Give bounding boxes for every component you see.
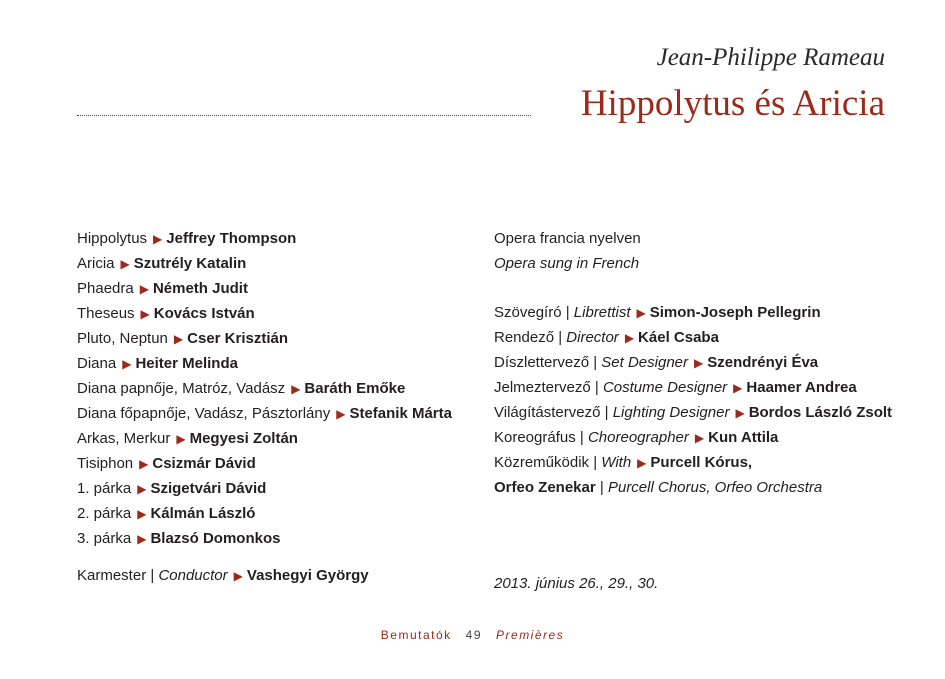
- dotted-rule: [77, 115, 531, 116]
- separator: |: [593, 354, 598, 371]
- conductor-line: [77, 566, 369, 586]
- arrow-icon: ▶: [120, 257, 130, 271]
- cast-role: Diana papnője, Matróz, Vadász: [77, 380, 286, 397]
- dates-text: 2013. június 26., 29., 30.: [494, 575, 659, 592]
- page-number: 49: [465, 628, 483, 642]
- cast-row: [77, 404, 452, 424]
- arrow-icon: ▶: [624, 331, 635, 345]
- arrow-icon: ▶: [733, 381, 743, 395]
- performance-dates: [494, 574, 658, 594]
- cast-role: Arkas, Merkur: [77, 430, 171, 447]
- page-footer: [0, 628, 945, 642]
- cast-name: Szutrély Katalin: [133, 255, 247, 272]
- arrow-icon: ▶: [153, 232, 163, 246]
- conductor-role: Karmester: [77, 567, 147, 584]
- arrow-icon: ▶: [694, 356, 704, 370]
- cast-role: Diana főpapnője, Vadász, Pásztorlány: [77, 405, 331, 422]
- title-row: [77, 82, 885, 126]
- cast-name: Németh Judit: [152, 280, 248, 297]
- cast-role: Hippolytus: [77, 230, 148, 247]
- crew-row: [494, 328, 719, 348]
- crew-role: Díszlettervező: [494, 354, 590, 371]
- separator: |: [558, 329, 563, 346]
- separator: |: [150, 567, 155, 584]
- crew-row: [494, 453, 752, 473]
- cast-name: Kovács István: [153, 305, 255, 322]
- cast-name: Blazsó Domonkos: [150, 530, 281, 547]
- crew-role-en: Choreographer: [587, 429, 689, 446]
- crew-name: Káel Csaba: [638, 329, 719, 346]
- cast-row: [77, 329, 288, 349]
- crew-role: Szövegíró: [494, 304, 562, 321]
- crew-role-en: Lighting Designer: [612, 404, 730, 421]
- crew-name: Simon-Joseph Pellegrin: [649, 304, 821, 321]
- crew-row: [494, 353, 818, 373]
- arrow-icon: ▶: [137, 532, 147, 546]
- separator: |: [604, 404, 609, 421]
- cast-row: [77, 529, 280, 549]
- cast-row: [77, 479, 266, 499]
- crew-name: Bordos László Zsolt: [748, 404, 893, 421]
- cast-role: 1. párka: [77, 480, 132, 497]
- cast-row: [77, 429, 298, 449]
- crew-role: Jelmeztervező: [494, 379, 591, 396]
- cast-role: Phaedra: [77, 280, 134, 297]
- arrow-icon: ▶: [139, 457, 149, 471]
- arrow-icon: ▶: [137, 507, 147, 521]
- cast-row: [77, 379, 405, 399]
- cast-name: Szigetvári Dávid: [150, 480, 267, 497]
- arrow-icon: ▶: [137, 482, 147, 496]
- crew-name: Szendrényi Éva: [707, 354, 819, 371]
- cast-name: Baráth Emőke: [304, 380, 406, 397]
- cast-role: 2. párka: [77, 505, 132, 522]
- arrow-icon: ▶: [139, 282, 149, 296]
- cast-role: Theseus: [77, 305, 135, 322]
- arrow-icon: ▶: [233, 569, 243, 583]
- cast-role: Diana: [77, 355, 117, 372]
- crew-continuation: [494, 478, 822, 498]
- cast-row: [77, 454, 256, 474]
- crew-name: Haamer Andrea: [746, 379, 857, 396]
- cast-row: [77, 279, 248, 299]
- arrow-icon: ▶: [735, 406, 745, 420]
- cast-name: Cser Krisztián: [187, 330, 289, 347]
- cast-name: Jeffrey Thompson: [166, 230, 297, 247]
- crew-name: Kun Attila: [708, 429, 779, 446]
- crew-role-en: Director: [566, 329, 619, 346]
- crew-row: [494, 428, 778, 448]
- arrow-icon: ▶: [122, 357, 132, 371]
- language-hu: Opera francia nyelven: [494, 230, 641, 247]
- crew-role-en: With: [601, 454, 632, 471]
- arrow-icon: ▶: [637, 456, 647, 470]
- crew-row: [494, 303, 821, 323]
- cast-name: Kálmán László: [150, 505, 256, 522]
- conductor-name: Vashegyi György: [246, 567, 369, 584]
- crew-role: Koreográfus: [494, 429, 576, 446]
- footer-section-en: Premières: [496, 628, 565, 642]
- arrow-icon: ▶: [291, 382, 301, 396]
- cast-row: [77, 229, 296, 249]
- arrow-icon: ▶: [140, 307, 150, 321]
- footer-section-hu: Bemutatók: [380, 628, 452, 642]
- page-title: Hippolytus és Aricia: [580, 83, 885, 124]
- cast-row: [77, 504, 255, 524]
- separator: |: [594, 379, 599, 396]
- arrow-icon: ▶: [636, 306, 646, 320]
- crew-role-en: Set Designer: [601, 354, 689, 371]
- language-en: [494, 254, 639, 274]
- crew-role: Közreműködik: [494, 454, 590, 471]
- arrow-icon: ▶: [336, 407, 346, 421]
- composer-name: Jean-Philippe Rameau: [656, 44, 885, 71]
- conductor-role-en: Conductor: [158, 567, 228, 584]
- cast-name: Megyesi Zoltán: [189, 430, 298, 447]
- cast-name: Csizmár Dávid: [152, 455, 256, 472]
- crew-continuation-en: Purcell Chorus, Orfeo Orchestra: [607, 479, 823, 496]
- cast-role: Pluto, Neptun: [77, 330, 168, 347]
- crew-continuation-name: Orfeo Zenekar: [494, 479, 596, 496]
- arrow-icon: ▶: [173, 332, 184, 346]
- cast-role: Tisiphon: [77, 455, 134, 472]
- crew-role-en: Costume Designer: [602, 379, 728, 396]
- separator: |: [599, 479, 604, 496]
- separator: |: [593, 454, 598, 471]
- cast-role: 3. párka: [77, 530, 132, 547]
- arrow-icon: ▶: [176, 432, 186, 446]
- crew-row: [494, 378, 857, 398]
- cast-row: [77, 254, 246, 274]
- cast-name: Stefanik Márta: [349, 405, 452, 422]
- language-en-text: Opera sung in French: [494, 255, 640, 272]
- cast-role: Aricia: [77, 255, 115, 272]
- separator: |: [565, 304, 570, 321]
- crew-role: Rendező: [494, 329, 555, 346]
- cast-row: [77, 304, 255, 324]
- crew-role: Világítástervező: [494, 404, 601, 421]
- separator: |: [579, 429, 584, 446]
- crew-role-en: Librettist: [573, 304, 631, 321]
- arrow-icon: ▶: [694, 431, 705, 445]
- cast-row: [77, 354, 238, 374]
- crew-row: [494, 403, 892, 423]
- cast-name: Heiter Melinda: [135, 355, 238, 372]
- crew-name: Purcell Kórus,: [650, 454, 753, 471]
